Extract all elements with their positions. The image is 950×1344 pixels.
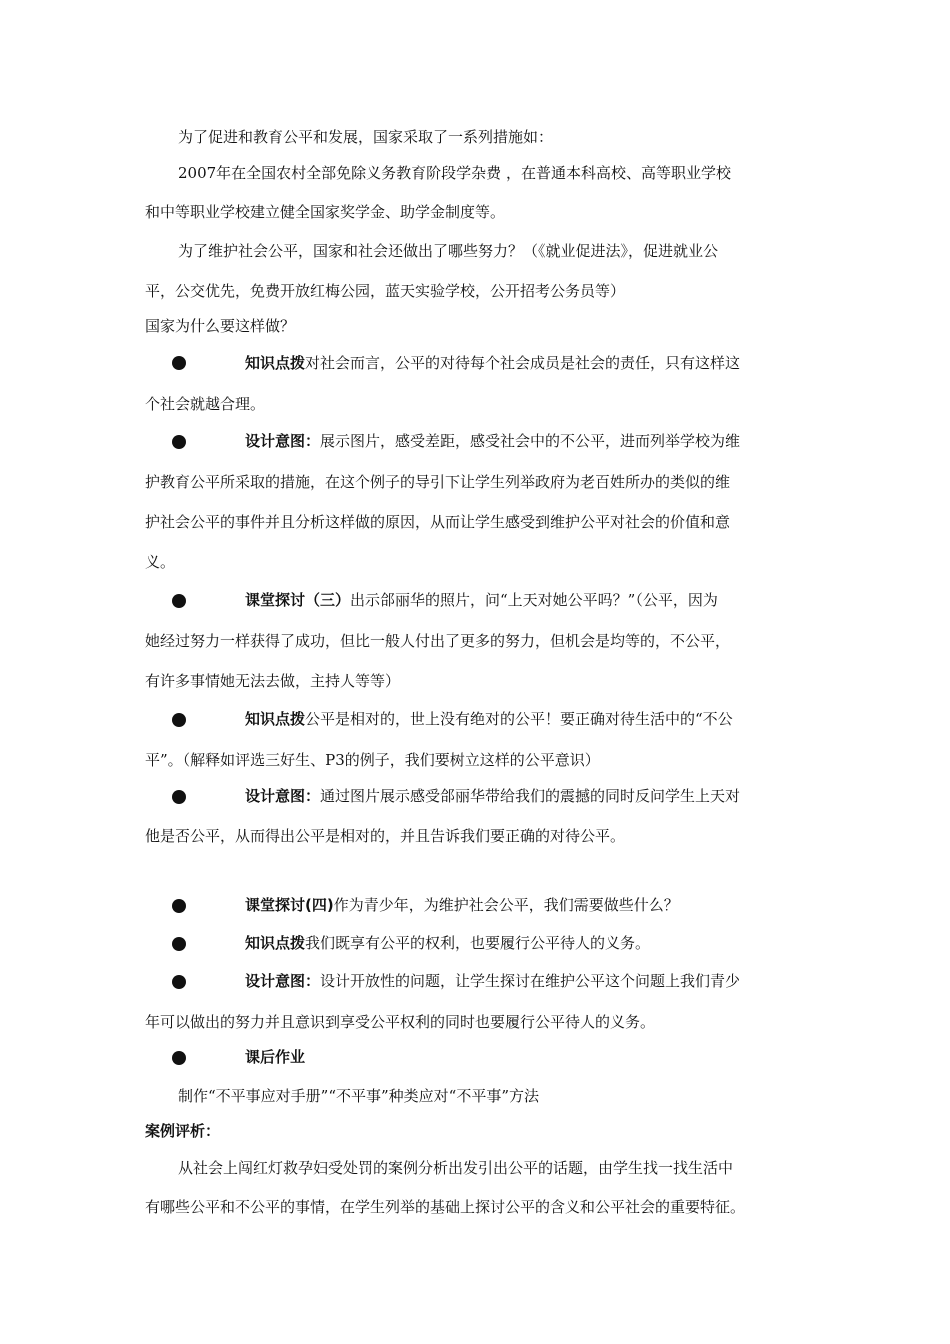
bullet-text: 展示图片，感受差距，感受社会中的不公平，进而列举学校为维 xyxy=(320,432,741,450)
bullet-item xyxy=(245,933,650,953)
bullet-icon xyxy=(172,1051,186,1065)
bullet-item xyxy=(245,353,740,373)
paragraph-line: 有哪些公平和不公平的事情，在学生列举的基础上探讨公平的含义和公平社会的重要特征。 xyxy=(145,1198,746,1216)
bullet-label: 知识点拨 xyxy=(245,934,306,952)
section-heading: 案例评析： xyxy=(145,1122,221,1140)
bullet-text: 出示郃丽华的照片，问“上天对她公平吗？”（公平，因为 xyxy=(350,591,718,609)
paragraph-line: 义。 xyxy=(145,553,176,571)
paragraph-line: 平”。（解释如评选三好生、P3的例子，我们要树立这样的公平意识） xyxy=(145,751,600,769)
homework-line: 制作“不平事应对手册”“不平事”种类应对“不平事”方法 xyxy=(178,1087,540,1105)
bullet-item xyxy=(245,786,740,806)
bullet-text: 我们既享有公平的权利，也要履行公平待人的义务。 xyxy=(305,934,651,952)
bullet-icon xyxy=(172,713,186,727)
bullet-text: 作为青少年，为维护社会公平，我们需要做些什么？ xyxy=(333,896,679,914)
paragraph-line: 个社会就越合理。 xyxy=(145,395,266,413)
paragraph-line: 护教育公平所采取的措施，在这个例子的导引下让学生列举政府为老百姓所办的类似的维 xyxy=(145,473,731,491)
bullet-text: 公平是相对的，世上没有绝对的公平！要正确对待生活中的“不公 xyxy=(305,710,733,728)
paragraph-line: 平，公交优先，免费开放红梅公园，蓝天实验学校，公开招考公务员等） xyxy=(145,282,626,300)
bullet-item xyxy=(245,431,740,451)
bullet-item xyxy=(245,895,679,915)
bullet-label: 课堂探讨（三） xyxy=(245,591,351,609)
paragraph-line: 年可以做出的努力并且意识到享受公平权利的同时也要履行公平待人的义务。 xyxy=(145,1013,656,1031)
bullet-icon xyxy=(172,899,186,913)
bullet-icon xyxy=(172,790,186,804)
bullet-label: 设计意图： xyxy=(245,972,321,990)
bullet-item xyxy=(245,709,733,729)
paragraph-line: 从社会上闯红灯救孕妇受处罚的案例分析出发引出公平的话题，由学生找一找生活中 xyxy=(178,1159,734,1177)
bullet-label: 知识点拨 xyxy=(245,354,306,372)
paragraph-line: 有许多事情她无法去做，主持人等等） xyxy=(145,672,401,690)
paragraph-line: 2007年在全国农村全部免除义务教育阶段学杂费 ，在普通本科高校、高等职业学校 xyxy=(178,164,731,182)
paragraph-line: 和中等职业学校建立健全国家奖学金、助学金制度等。 xyxy=(145,203,506,221)
paragraph-line: 为了促进和教育公平和发展，国家采取了一系列措施如： xyxy=(178,128,554,146)
bullet-label: 课后作业 xyxy=(245,1048,306,1066)
paragraph-line: 为了维护社会公平，国家和社会还做出了哪些努力？（《就业促进法》，促进就业公 xyxy=(178,242,719,260)
paragraph-line: 护社会公平的事件并且分析这样做的原因，从而让学生感受到维护公平对社会的价值和意 xyxy=(145,513,731,531)
bullet-item xyxy=(245,590,718,610)
bullet-item xyxy=(245,1047,305,1067)
bullet-item xyxy=(245,971,740,991)
bullet-icon xyxy=(172,975,186,989)
bullet-text: 设计开放性的问题，让学生探讨在维护公平这个问题上我们青少 xyxy=(320,972,741,990)
bullet-label: 课堂探讨(四) xyxy=(245,896,334,914)
bullet-text: 通过图片展示感受郃丽华带给我们的震撼的同时反问学生上天对 xyxy=(320,787,741,805)
bullet-label: 设计意图： xyxy=(245,787,321,805)
paragraph-line: 国家为什么要这样做？ xyxy=(145,317,296,335)
paragraph-line: 她经过努力一样获得了成功，但比一般人付出了更多的努力，但机会是均等的，不公平， xyxy=(145,632,731,650)
bullet-icon xyxy=(172,594,186,608)
bullet-label: 知识点拨 xyxy=(245,710,306,728)
bullet-icon xyxy=(172,356,186,370)
bullet-icon xyxy=(172,435,186,449)
bullet-icon xyxy=(172,937,186,951)
paragraph-line: 他是否公平，从而得出公平是相对的，并且告诉我们要正确的对待公平。 xyxy=(145,827,626,845)
bullet-text: 对社会而言，公平的对待每个社会成员是社会的责任，只有这样这 xyxy=(305,354,741,372)
bullet-label: 设计意图： xyxy=(245,432,321,450)
